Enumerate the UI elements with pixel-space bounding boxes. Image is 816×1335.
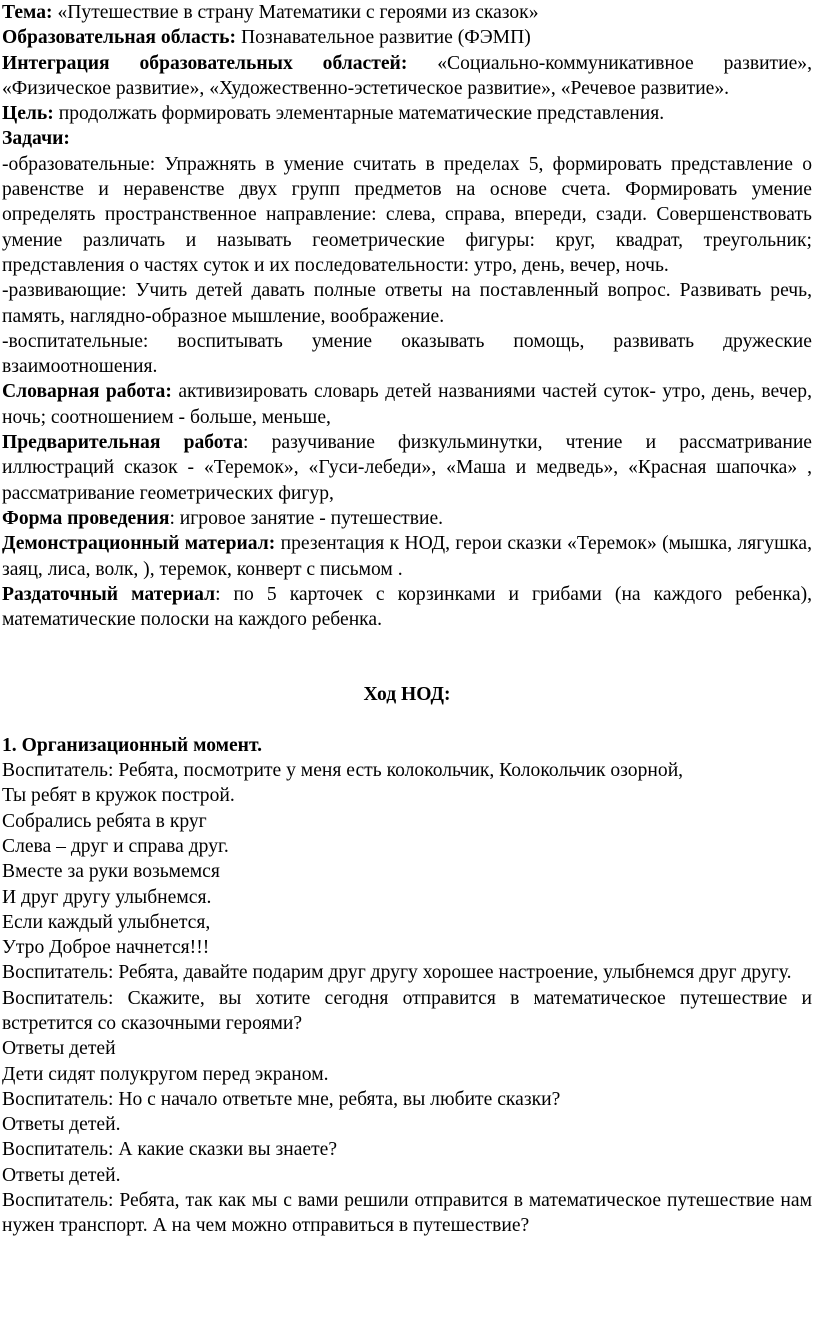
form-line (2, 506, 812, 531)
form-value: : игровое занятие - путешествие. (169, 507, 444, 529)
integration-value: «Социально-коммуникативное развитие», «Физическое развитие», «Художественно-эстетическое развитие», «Речевое развитие». (2, 52, 812, 99)
section1-title-text: 1. Организационный момент. (2, 734, 263, 756)
tasks-educational: -образовательные: Упражнять в умение считать в пределах 5, формировать представление о равенстве и неравенстве двух групп предметов на основе счета. Формировать умение определять пространственное направление: слева, справа, впереди, сзади. Совершенствовать умение различать и называть геометрические фигуры: круг, квадрат, треугольник; представления о частях суток и их последовательности: утро, день, вечер, ночь. (2, 153, 812, 276)
handout-label: Раздаточный материал (2, 583, 216, 605)
goal-value: продолжать формировать элементарные математические представления. (58, 103, 665, 125)
verse-line: И друг другу улыбнемся. (2, 886, 212, 908)
dialogue-paragraph: Воспитатель: Ребята, давайте подарим друг другу хорошее настроение, улыбнемся друг другу. (2, 962, 792, 984)
verse-line: Собрались ребята в круг (2, 810, 207, 832)
verse-line: Слева – друг и справа друг. (2, 835, 229, 857)
prelim-value: : разучивание физкульминутки, чтение и рассматривание иллюстраций сказок - «Теремок», «Гуси-лебеди», «Маша и медведь», «Красная шапочка» , рассматривание геометрических фигур, (2, 432, 812, 504)
goal-line (2, 101, 812, 126)
verse-line: Ты ребят в кружок построй. (2, 785, 235, 807)
demo-label: Демонстрационный материал: (2, 533, 276, 555)
demo-value: презентация к НОД, герои сказки «Теремок» (мышка, лягушка, заяц, лиса, волк, ), теремок, конверт с письмом . (2, 533, 812, 580)
goal-label: Цель: (2, 103, 54, 125)
stage-direction: Дети сидят полукругом перед экраном. (2, 1063, 329, 1085)
handout-value: : по 5 карточек с корзинками и грибами (на каждого ребенка), математические полоски на каждого ребенка. (2, 583, 812, 631)
handout-line (2, 582, 812, 633)
tasks-developing: -развивающие: Учить детей давать полные ответы на поставленный вопрос. Развивать речь, память, наглядно-образное мышление, воображение. (2, 280, 812, 327)
verse-line: Если каждый улыбнется, (2, 911, 211, 933)
verse-line: Утро Доброе начнется!!! (2, 937, 210, 959)
integration-label: Интеграция образовательных областей: (2, 52, 408, 74)
vocab-value: активизировать словарь детей названиями частей суток- утро, день, вечер, ночь; соотношением - больше, меньше, (2, 381, 812, 428)
topic-value: «Путешествие в страну Математики с героями из сказок» (57, 2, 539, 23)
verse-line: Воспитатель: Ребята, посмотрите у меня есть колокольчик, Колокольчик озорной, (2, 760, 684, 782)
spacer (2, 708, 812, 733)
children-answers: Ответы детей. (2, 1114, 121, 1136)
tasks-label: Задачи: (2, 128, 70, 150)
tasks-heading (2, 126, 812, 151)
vocab-line (2, 379, 812, 430)
topic-label: Тема: (2, 2, 53, 23)
course-title (2, 682, 812, 707)
verse-line: Вместе за руки возьмемся (2, 861, 220, 883)
prelim-line (2, 430, 812, 506)
demo-line (2, 531, 812, 582)
area-label: Образовательная область: (2, 27, 237, 49)
area-value: Познавательное развитие (ФЭМП) (240, 27, 531, 49)
integration-line (2, 51, 812, 102)
prelim-label: Предварительная работа (2, 432, 243, 454)
vocab-label: Словарная работа: (2, 381, 172, 403)
topic-line (2, 0, 812, 25)
dialogue-paragraph: Воспитатель: Ребята, так как мы с вами решили отправится в математическое путешествие нам нужен транспорт. А на чем можно отправиться в путешествие? (2, 1190, 812, 1237)
course-title-text: Ход НОД: (363, 684, 451, 706)
children-answers: Ответы детей. (2, 1164, 121, 1186)
tasks-upbringing: -воспитательные: воспитывать умение оказывать помощь, развивать дружеские взаимоотношения. (2, 330, 812, 378)
spacer (2, 632, 812, 682)
form-label: Форма проведения (2, 507, 170, 529)
dialogue-paragraph: Воспитатель: Но с начало ответьте мне, ребята, вы любите сказки? (2, 1088, 561, 1110)
dialogue-paragraph: Воспитатель: А какие сказки вы знаете? (2, 1139, 338, 1161)
children-answers: Ответы детей (2, 1038, 116, 1060)
area-line (2, 25, 812, 50)
dialogue-paragraph: Воспитатель: Скажите, вы хотите сегодня отправится в математическое путешествие и встретится со сказочными героями? (2, 987, 812, 1034)
section1-title (2, 733, 812, 758)
